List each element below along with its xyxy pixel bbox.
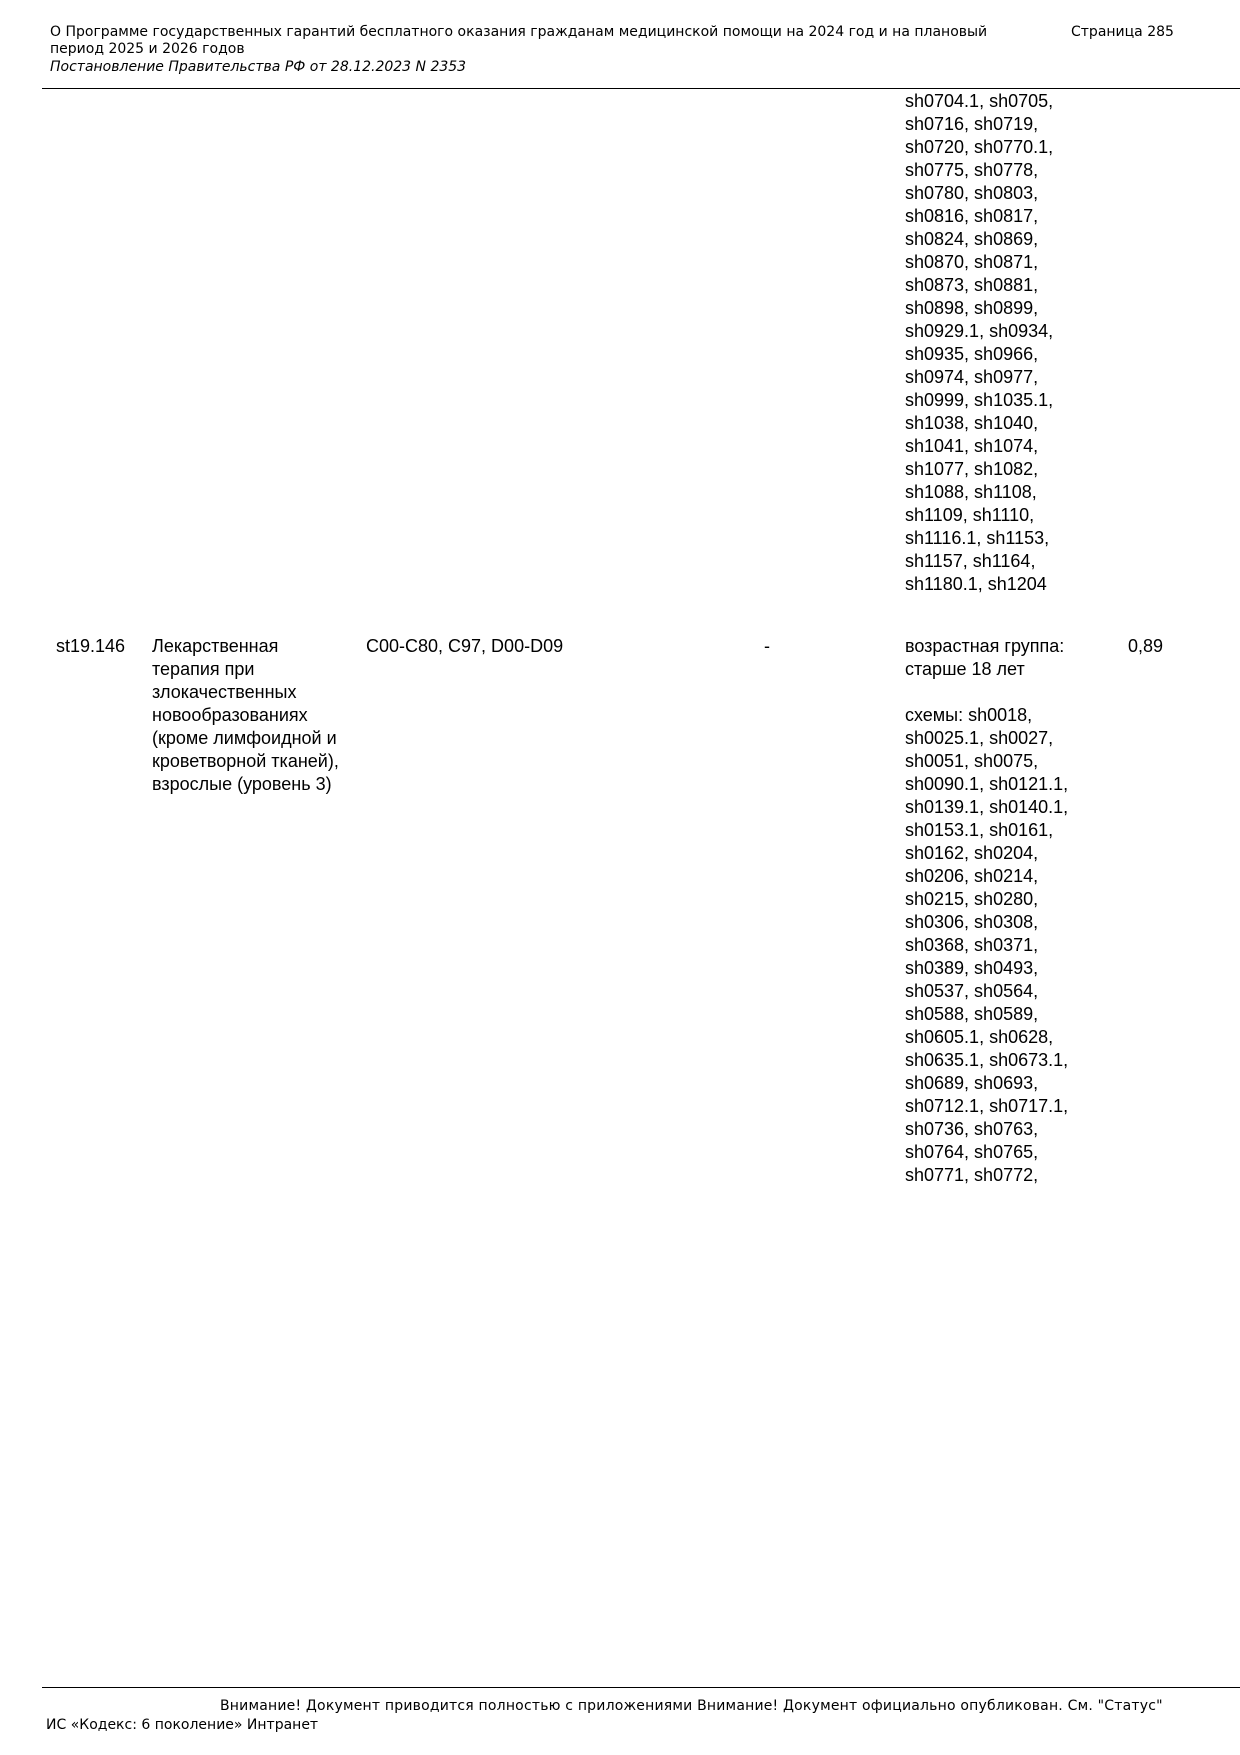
footer-warning: Внимание! Документ приводится полностью с приложениями Внимание! Документ официально опубликован. См. "Статус"	[220, 1698, 1163, 1714]
document-title: О Программе государственных гарантий бесплатного оказания гражданам медицинской помощи на 2024 год и на плановый период 2025 и 2026 годов	[50, 24, 988, 57]
document-subtitle: Постановление Правительства РФ от 28.12.2023 N 2353	[50, 59, 467, 75]
row-coefficient-cell: 0,89	[1128, 636, 1164, 656]
header-divider	[42, 88, 1240, 89]
row-icd-cell: C00-C80, C97, D00-D09	[366, 636, 564, 656]
footer-divider	[42, 1687, 1240, 1688]
row-criteria-cell: возрастная группа: старше 18 лет схемы: sh0018, sh0025.1, sh0027, sh0051, sh0075, sh0090.1, sh0121.1, sh0139.1, sh0140.1, sh0153.1, sh0161, sh0162, sh0204, sh0206, sh0214, sh0215, sh0280, sh0306, sh0308, sh0368, sh0371, sh0389, sh0493, sh0537, sh0564, sh0588, sh0589, sh0605.1, sh0628, sh0635.1, sh0673.1, sh0689, sh0693, sh0712.1, sh0717.1, sh0736, sh0763, sh0764, sh0765, sh0771, sh0772,	[905, 636, 1069, 1185]
row-additional-cell: -	[764, 636, 770, 656]
footer-source: ИС «Кодекс: 6 поколение» Интранет	[46, 1717, 319, 1733]
row-code-cell: st19.146	[56, 636, 126, 656]
page-number: Страница 285	[1071, 24, 1174, 40]
row-name-cell: Лекарственная терапия при злокачественных новообразованиях (кроме лимфоидной и кроветворной тканей), взрослые (уровень 3)	[152, 636, 339, 794]
continued-criteria-cell: sh0704.1, sh0705, sh0716, sh0719, sh0720, sh0770.1, sh0775, sh0778, sh0780, sh0803, sh0816, sh0817, sh0824, sh0869, sh0870, sh0871, sh0873, sh0881, sh0898, sh0899, sh0929.1, sh0934, sh0935, sh0966, sh0974, sh0977, sh0999, sh1035.1, sh1038, sh1040, sh1041, sh1074, sh1077, sh1082, sh1088, sh1108, sh1109, sh1110, sh1116.1, sh1153, sh1157, sh1164, sh1180.1, sh1204	[905, 91, 1054, 594]
